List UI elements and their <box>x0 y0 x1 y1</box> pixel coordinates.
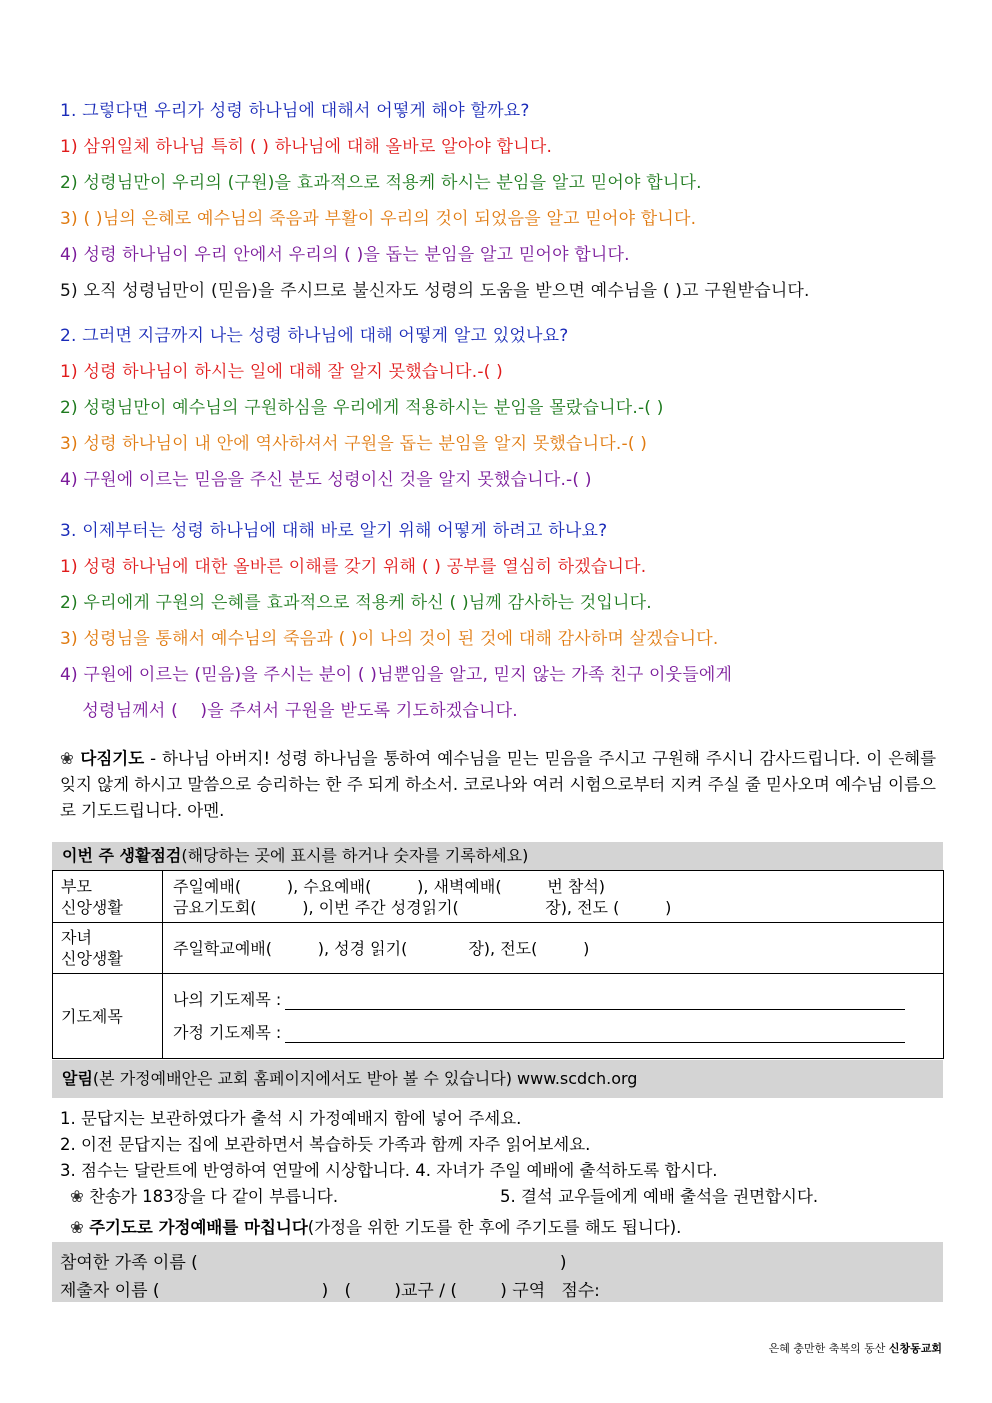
submitter-field[interactable]: 제출자 이름 ( ) ( )교구 / ( ) 구역 점수: <box>60 1281 600 1301</box>
checklist-header-note: (해당하는 곳에 표시를 하거나 숫자를 기록하세요) <box>181 846 529 865</box>
parents-entry-line[interactable]: 금요기도회( ), 이번 주간 성경읽기( 장), 전도 ( ) <box>173 897 672 917</box>
family-names-field[interactable]: 참여한 가족 이름 ( ) <box>60 1253 567 1273</box>
children-entry-line[interactable]: 주일학교예배( ), 성경 읽기( 장), 전도( ) <box>173 938 590 958</box>
notice-header-title: 알림 <box>62 1069 93 1088</box>
family-prayer-label: 가정 기도제목 : <box>173 1023 282 1042</box>
section1-item-5: 5) 오직 성령님만이 (믿음)을 주시므로 불신자도 성령의 도움을 받으면 예수님을 ( )고 구원받습니다. <box>60 281 810 301</box>
checklist-header-title: 이번 주 생활점검 <box>62 846 182 865</box>
family-prayer-field[interactable] <box>285 1026 905 1043</box>
prayer-text: - 하나님 아버지! 성령 하나님을 통하여 예수님을 믿는 믿음을 주시고 구원해 주시니 감사드립니다. 이 은혜를 잊지 않게 하시고 말씀으로 승리하는 한 주 되게 하소서. 코로나와 여러 시험으로부터 지켜 주실 줄 믿사오며 예수님 이름으로 기도드립니다. 아멘. <box>60 749 937 820</box>
section3-item-3: 3) 성령님을 통해서 예수님의 죽음과 ( )이 나의 것이 된 것에 대해 감사하며 살겠습니다. <box>60 629 719 649</box>
prayer-entries[interactable] <box>163 974 944 1059</box>
section3-title: 3. 이제부터는 성령 하나님에 대해 바로 알기 위해 어떻게 하려고 하나요? <box>60 521 608 541</box>
my-prayer-label: 나의 기도제목 : <box>173 990 282 1009</box>
notice-item-2: 2. 이전 문답지는 집에 보관하면서 복습하듯 가족과 함께 자주 읽어보세요. <box>60 1135 591 1154</box>
section3-item-2: 2) 우리에게 구원의 은혜를 효과적으로 적용케 하신 ( )님께 감사하는 것입니다. <box>60 593 652 613</box>
closing-note: (가정을 위한 기도를 한 후에 주기도를 해도 됩니다). <box>307 1218 682 1237</box>
table-row <box>53 871 944 923</box>
section1-item-4: 4) 성령 하나님이 우리 안에서 우리의 ( )을 돕는 분임을 알고 믿어야 합니다. <box>60 245 630 265</box>
submission-box <box>52 1242 943 1302</box>
section3-item-4: 4) 구원에 이르는 (믿음)을 주시는 분이 ( )님뿐임을 알고, 믿지 않는 가족 친구 이웃들에게 <box>60 665 733 685</box>
checklist-header <box>52 842 943 870</box>
parents-entry-line[interactable]: 주일예배( ), 수요예배( ), 새벽예배( 번 참석) <box>173 876 606 896</box>
section2-item-3: 3) 성령 하나님이 내 안에 역사하셔서 구원을 돕는 분임을 알지 못했습니다.-( ) <box>60 434 648 454</box>
notice-item-3: 3. 점수는 달란트에 반영하여 연말에 시상합니다. 4. 자녀가 주일 예배에 출석하도록 합시다. <box>60 1161 718 1180</box>
footer <box>769 1340 942 1356</box>
row-label-children <box>53 923 163 974</box>
row-label-line: 기도제목 <box>61 1006 123 1026</box>
section1-item-3: 3) ( )님의 은혜로 예수님의 죽음과 부활이 우리의 것이 되었음을 알고 믿어야 합니다. <box>60 209 697 229</box>
section1-item-2: 2) 성령님만이 우리의 (구원)을 효과적으로 적용케 하시는 분임을 알고 믿어야 합니다. <box>60 173 702 193</box>
row-label-prayer <box>53 974 163 1059</box>
section3-item-4-cont: 성령님께서 ( )을 주셔서 구원을 받도록 기도하겠습니다. <box>60 701 518 721</box>
prayer-label: 다짐기도 <box>80 749 145 768</box>
my-prayer-field[interactable] <box>285 993 905 1010</box>
flower-icon: ❀ <box>70 1218 84 1237</box>
section2-title: 2. 그러면 지금까지 나는 성령 하나님에 대해 어떻게 알고 있었나요? <box>60 326 569 346</box>
section3-item-1: 1) 성령 하나님에 대한 올바른 이해를 갖기 위해 ( ) 공부를 열심히 하겠습니다. <box>60 557 647 577</box>
row-label-line: 자녀 <box>61 928 92 947</box>
flower-icon: ❀ <box>60 749 75 768</box>
section1-item-1: 1) 삼위일체 하나님 특히 ( ) 하나님에 대해 올바로 알아야 합니다. <box>60 137 553 157</box>
church-name: 신창동교회 <box>888 1342 942 1355</box>
notice-header-note: (본 가정예배안은 교회 홈페이지에서도 받아 볼 수 있습니다) www.scdch.org <box>92 1069 638 1088</box>
flower-icon: ❀ <box>70 1187 84 1206</box>
notice-header <box>52 1060 943 1098</box>
notice-hymn <box>70 1183 338 1207</box>
section2-item-2: 2) 성령님만이 예수님의 구원하심을 우리에게 적용하시는 분임을 몰랐습니다.-( ) <box>60 398 664 418</box>
table-row <box>53 974 944 1059</box>
checklist-table <box>52 870 944 1059</box>
row-label-parents <box>53 871 163 923</box>
parents-entries[interactable] <box>163 871 944 923</box>
table-row <box>53 923 944 974</box>
row-label-line: 신앙생활 <box>61 949 123 968</box>
row-label-line: 신앙생활 <box>61 897 123 917</box>
children-entries[interactable] <box>163 923 944 974</box>
hymn-text: 찬송가 183장을 다 같이 부릅니다. <box>89 1187 339 1206</box>
notice-item-1: 1. 문답지는 보관하였다가 출석 시 가정예배지 함에 넣어 주세요. <box>60 1109 522 1128</box>
notice-item-5: 5. 결석 교우들에게 예배 출석을 권면합시다. <box>500 1187 819 1206</box>
footer-motto: 은혜 충만한 축복의 동산 <box>768 1342 889 1355</box>
section2-item-1: 1) 성령 하나님이 하시는 일에 대해 잘 알지 못했습니다.-( ) <box>60 362 503 382</box>
section2-item-4: 4) 구원에 이르는 믿음을 주신 분도 성령이신 것을 알지 못했습니다.-( ) <box>60 470 592 490</box>
closing-bold: 주기도로 가정예배를 마칩니다 <box>89 1218 308 1237</box>
section1-title: 1. 그렇다면 우리가 성령 하나님에 대해서 어떻게 해야 할까요? <box>60 101 530 121</box>
notice-closing <box>70 1214 681 1238</box>
row-label-line: 부모 <box>61 876 92 896</box>
commitment-prayer <box>60 746 936 824</box>
